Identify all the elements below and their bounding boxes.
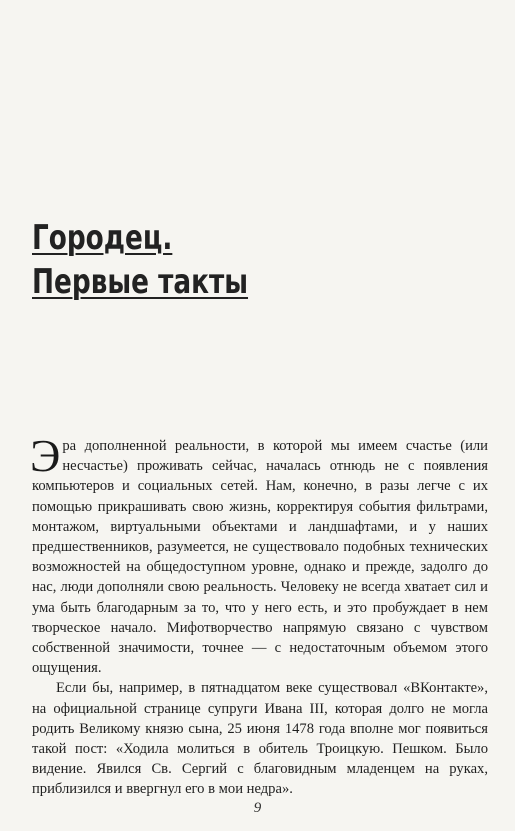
paragraph-2: Если бы, например, в пятнадцатом веке существовал «ВКонтакте», на официальной странице супруги Ивана III, которая долго не могла родить Великому князю сына, 25 июня 1478 года вполне мог появиться такой пост: «Ходила молиться в обитель Троицкую. Пешком. Было видение. Явился Св. Сергий с благовидным младенцем на руках, приблизился и ввергнул его в мои недра».: [32, 680, 488, 798]
page-number: 9: [253, 800, 262, 816]
drop-cap: Э: [30, 430, 61, 481]
chapter-title-line-2: Первые такты: [32, 262, 249, 302]
paragraph-1-text: ра дополненной реальности, в которой мы имеем счастье (или несчастье) проживать сейчас, началась отнюдь не с появления компьютеров и социальных сетей. Нам, конечно, в разы легче с их помощью прикрашивать свою жизнь, корректируя события фильтрами, монтажом, виртуальными объектами и ландшафтами, и у наших предшественников, разумеется, не существовало подобных технических возможностей на общедоступном уровне, однако и прежде, задолго до нас, люди дополняли свою реальность. Человеку не всегда хватает сил и ума быть благодарным за то, что у него есть, и это пробуждает в нем творческое начало. Мифотворчество напрямую связано с чувством собственной значимости, точнее — с недостаточным объемом этого ощущения.: [32, 438, 488, 677]
chapter-title-line-1: Городец.: [32, 218, 173, 258]
body-text: [30, 430, 488, 800]
chapter-title: [32, 216, 248, 304]
paragraph-1: [30, 430, 488, 678]
